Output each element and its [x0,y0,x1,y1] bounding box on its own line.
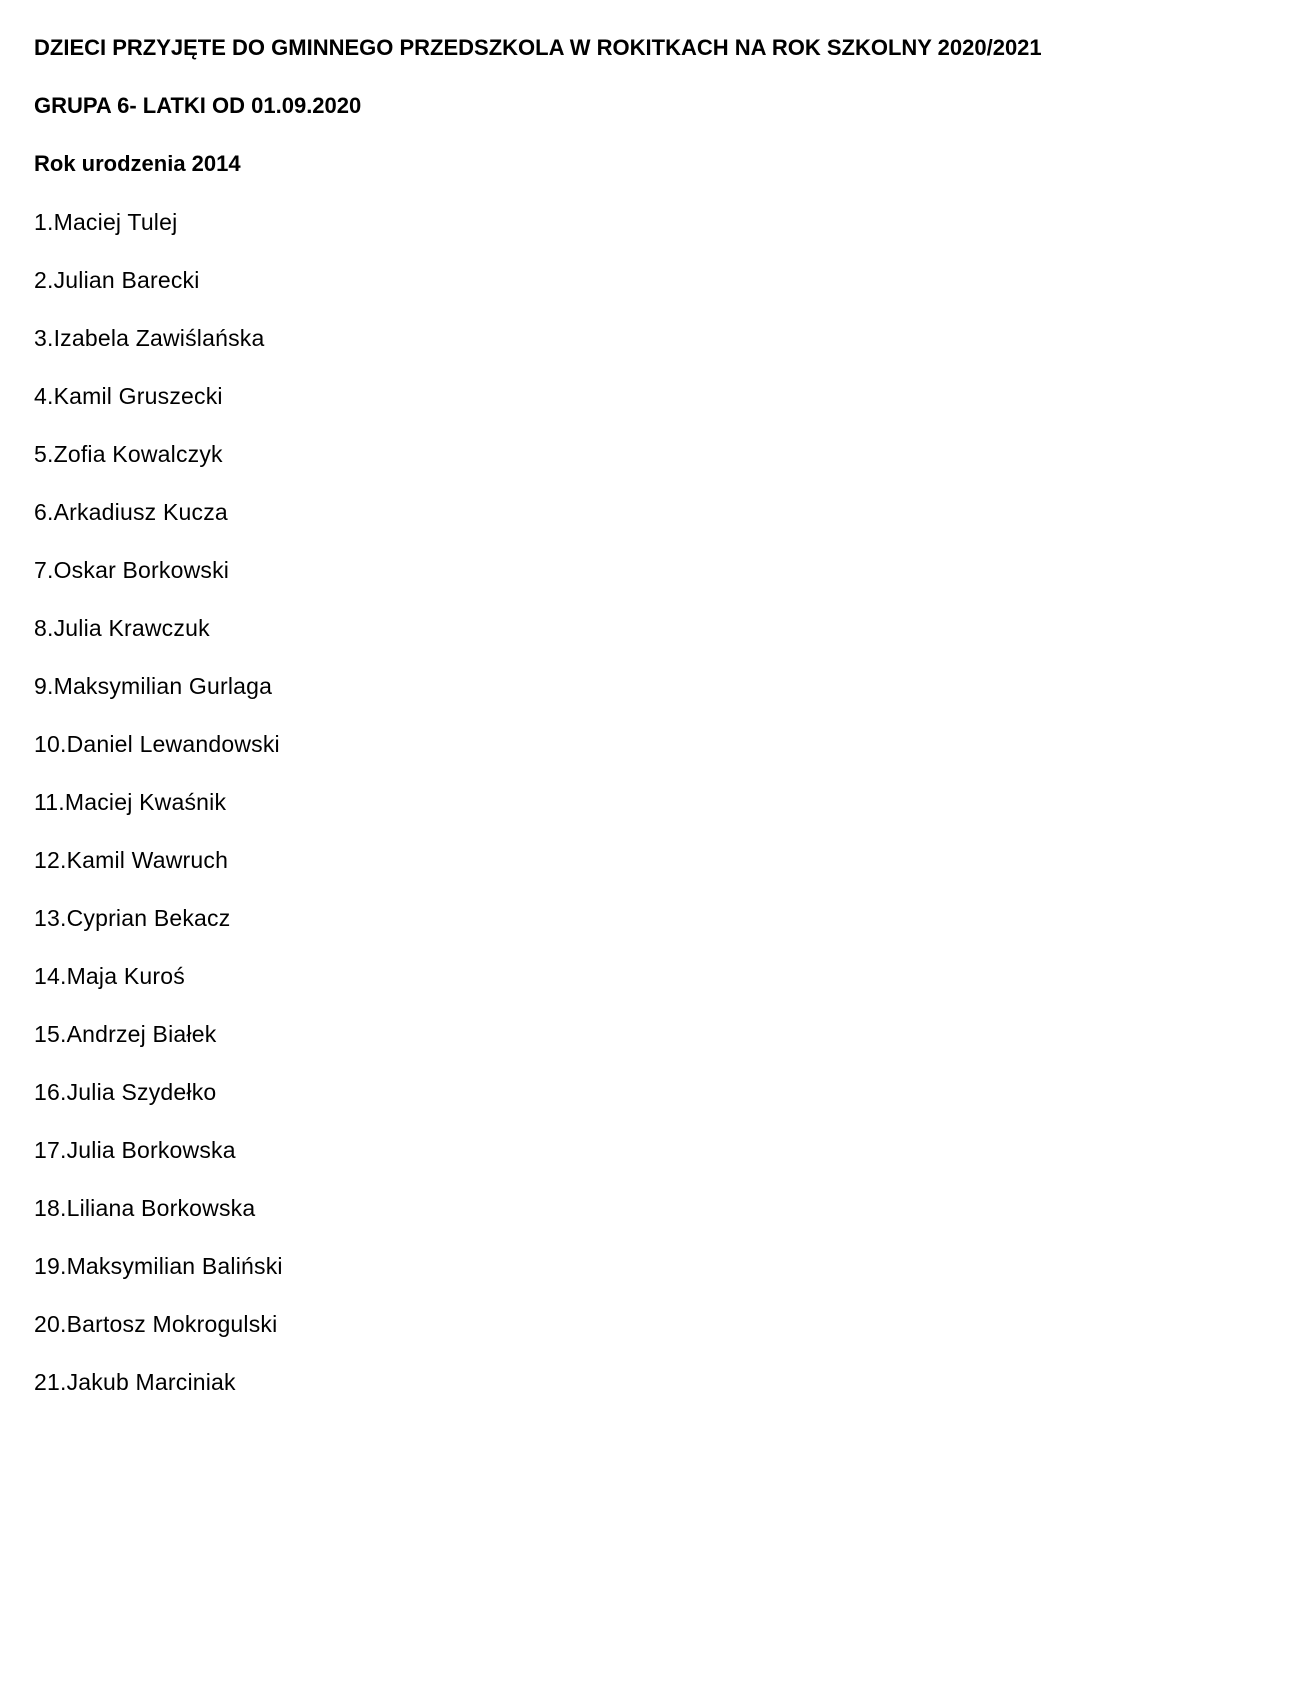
list-item: 8.Julia Krawczuk [34,615,210,641]
list-item: 4.Kamil Gruszecki [34,383,223,409]
list-item: 3.Izabela Zawiślańska [34,325,265,351]
list-item: 9.Maksymilian Gurlaga [34,673,273,699]
list-item: 19.Maksymilian Baliński [34,1253,283,1279]
children-list [34,207,1254,1425]
list-item: 6.Arkadiusz Kucza [34,499,228,525]
list-item: 18.Liliana Borkowska [34,1195,256,1221]
list-item: 10.Daniel Lewandowski [34,731,280,757]
list-item: 7.Oskar Borkowski [34,557,230,583]
document-body [34,33,1254,1425]
list-item: 12.Kamil Wawruch [34,847,229,873]
list-item: 13.Cyprian Bekacz [34,905,231,931]
birth-year-heading: Rok urodzenia 2014 [34,151,241,176]
list-item: 11.Maciej Kwaśnik [34,789,227,815]
list-item: 20.Bartosz Mokrogulski [34,1311,278,1337]
list-item: 15.Andrzej Białek [34,1021,217,1047]
list-item: 2.Julian Barecki [34,267,200,293]
list-item: 16.Julia Szydełko [34,1079,217,1105]
group-heading: GRUPA 6- LATKI OD 01.09.2020 [34,93,362,118]
list-item: 5.Zofia Kowalczyk [34,441,223,467]
list-item: 1.Maciej Tulej [34,209,178,235]
list-item: 14.Maja Kuroś [34,963,185,989]
list-item: 17.Julia Borkowska [34,1137,236,1163]
list-item: 21.Jakub Marciniak [34,1369,236,1395]
document-title: DZIECI PRZYJĘTE DO GMINNEGO PRZEDSZKOLA W ROKITKACH NA ROK SZKOLNY 2020/2021 [34,35,1042,60]
